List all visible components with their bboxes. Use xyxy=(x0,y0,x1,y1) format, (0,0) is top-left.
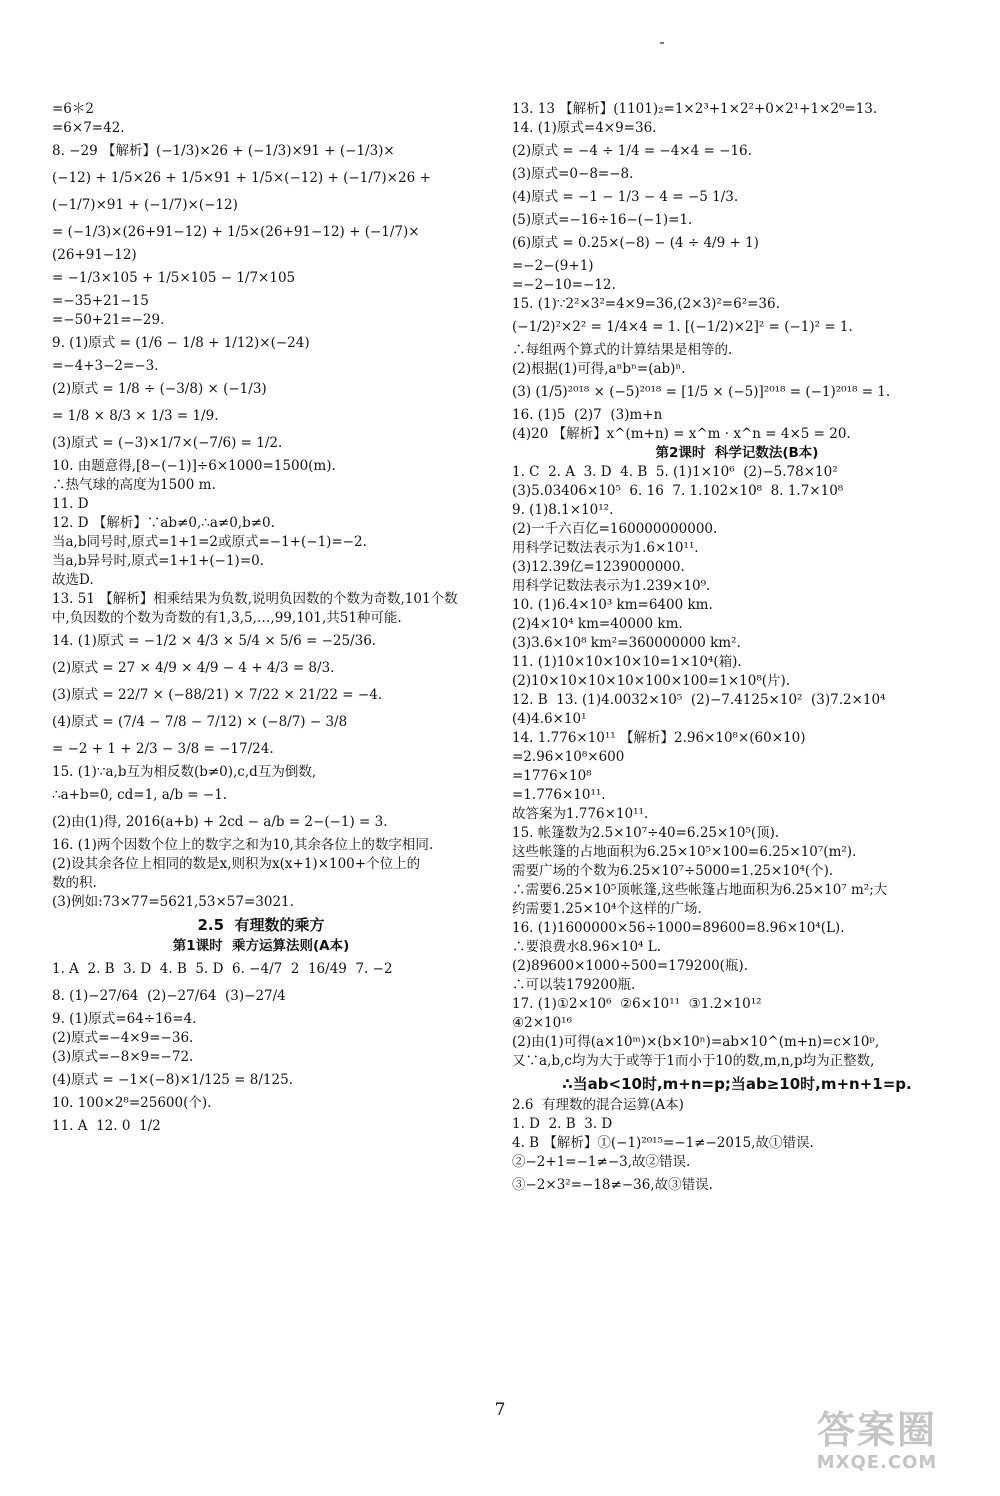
page-number: 7 xyxy=(494,1400,506,1420)
answer-line: 10. 由题意得,[8−(−1)]÷6×1000=1500(m). xyxy=(52,458,336,474)
answer-line: ∴a+b=0, cd=1, a/b = −1. xyxy=(52,787,228,803)
answer-line: (2)原式=−4×9=−36. xyxy=(52,1030,194,1046)
answer-line: (3)原式 = 22/7 × (−88/21) × 7/22 × 21/22 = −4. xyxy=(52,687,383,703)
answer-line: =−4+3−2=−3. xyxy=(52,358,159,374)
answer-line: =−2−10=−12. xyxy=(512,277,616,293)
answer-line: 9. (1)8.1×10¹². xyxy=(512,502,614,518)
answer-line: (2)一千六百亿=160000000000. xyxy=(512,521,718,537)
answer-line: (3)5.03406×10⁵ 6. 16 7. 1.102×10⁸ 8. 1.7×10⁸ xyxy=(512,483,844,499)
answer-line: = −1/3×105 + 1/5×105 − 1/7×105 xyxy=(52,270,296,286)
answer-line: = −2 + 1 + 2/3 − 3/8 = −17/24. xyxy=(52,741,274,757)
answer-line: 10. 100×2⁸=25600(个). xyxy=(52,1095,212,1111)
answer-line: (3)例如:73×77=5621,53×57=3021. xyxy=(52,894,294,910)
answer-line: 约需要1.25×10⁴个这样的广场. xyxy=(512,901,702,917)
answer-line: 8. (1)−27/64 (2)−27/64 (3)−27/4 xyxy=(52,988,286,1004)
answer-line: 12. B 13. (1)4.0032×10⁵ (2)−7.4125×10² (3)7.2×10⁴ xyxy=(512,692,886,708)
answer-line: 1. D 2. B 3. D xyxy=(512,1116,613,1132)
watermark-logo xyxy=(772,1408,982,1488)
answer-line: =−2−(9+1) xyxy=(512,258,594,274)
answer-line: (3) (1/5)²⁰¹⁸ × (−5)²⁰¹⁸ = [1/5 × (−5)]²⁰¹⁸ = (−1)²⁰¹⁸ = 1. xyxy=(512,384,891,400)
answer-line: 14. (1)原式 = −1/2 × 4/3 × 5/4 × 5/6 = −25/36. xyxy=(52,633,377,649)
answer-line: 11. (1)10×10×10×10=1×10⁴(箱). xyxy=(512,654,742,670)
answer-line: ∴热气球的高度为1500 m. xyxy=(52,477,216,493)
answer-line: ∴要浪费水8.96×10⁴ L. xyxy=(512,939,662,955)
answer-line: =−50+21=−29. xyxy=(52,312,165,328)
watermark-site: MXQE.COM xyxy=(816,1452,938,1473)
answer-line: 4. B 【解析】①(−1)²⁰¹⁵=−1≠−2015,故①错误. xyxy=(512,1135,814,1151)
answer-line: 14. 1.776×10¹¹ 【解析】2.96×10⁸×(60×10) xyxy=(512,730,806,746)
answer-line: 又∵a,b,c均为大于或等于1而小于10的数,m,n,p均为正整数, xyxy=(512,1053,875,1069)
answer-line: (4)4.6×10¹ xyxy=(512,711,587,727)
answer-line: = 1/8 × 8/3 × 1/3 = 1/9. xyxy=(52,408,219,424)
answer-line: (4)原式 = (7/4 − 7/8 − 7/12) × (−8/7) − 3/8 xyxy=(52,714,348,730)
answer-line: (4)原式 = −1×(−8)×1/125 = 8/125. xyxy=(52,1072,293,1088)
answer-line: 9. (1)原式 = (1/6 − 1/8 + 1/12)×(−24) xyxy=(52,335,310,351)
answer-line: 17. (1)①2×10⁶ ②6×10¹¹ ③1.2×10¹² xyxy=(512,996,762,1012)
answer-line: 15. (1)∵2²×3²=4×9=36,(2×3)²=6²=36. xyxy=(512,296,780,312)
answer-line: 15. (1)∵a,b互为相反数(b≠0),c,d互为倒数, xyxy=(52,764,317,780)
answer-line: =−35+21−15 xyxy=(52,293,149,309)
answer-line: 10. (1)6.4×10³ km=6400 km. xyxy=(512,597,713,613)
answer-line: 1. C 2. A 3. D 4. B 5. (1)1×10⁶ (2)−5.78×10² xyxy=(512,464,838,480)
answer-line: 用科学记数法表示为1.239×10⁹. xyxy=(512,578,711,594)
answer-line: =1.776×10¹¹. xyxy=(512,787,606,803)
answer-line: ④2×10¹⁶ xyxy=(512,1015,573,1031)
answer-line: 1. A 2. B 3. D 4. B 5. D 6. −4/7 2 16/49 7. −2 xyxy=(52,961,393,977)
answer-line: (2)原式 = 27 × 4/9 × 4/9 − 4 + 4/3 = 8/3. xyxy=(52,660,335,676)
answer-line: (5)原式=−16÷16−(−1)=1. xyxy=(512,212,693,228)
answer-line: 15. 帐篷数为2.5×10⁷÷40=6.25×10⁵(顶). xyxy=(512,825,780,841)
answer-line: (4)20 【解析】x^(m+n) = x^m · x^n = 4×5 = 20. xyxy=(512,426,851,442)
right-column xyxy=(512,100,962,1199)
scan-speck xyxy=(660,42,664,44)
answer-line: ∴可以装179200瓶. xyxy=(512,977,636,993)
answer-line: 中,负因数的个数为奇数的有1,3,5,…,99,101,共51种可能. xyxy=(52,610,402,626)
answer-line: ②−2+1=−1≠−3,故②错误. xyxy=(512,1154,691,1170)
answer-line: (26+91−12) xyxy=(52,247,137,263)
answer-line: ∴每组两个算式的计算结果是相等的. xyxy=(512,342,733,358)
answer-line: =1776×10⁸ xyxy=(512,768,592,784)
answer-line: = (−1/3)×(26+91−12) + 1/5×(26+91−12) + (−1/7)× xyxy=(52,224,420,240)
answer-line: 2.6 有理数的混合运算(A本) xyxy=(512,1097,684,1113)
answer-line: =6＊2 xyxy=(52,101,94,117)
answer-line: =2.96×10⁸×600 xyxy=(512,749,625,765)
answer-line: (3)12.39亿=1239000000. xyxy=(512,559,685,575)
answer-line: 11. A 12. 0 1/2 xyxy=(52,1118,161,1134)
answer-line: 16. (1)5 (2)7 (3)m+n xyxy=(512,407,663,423)
answer-line: ∴需要6.25×10⁵顶帐篷,这些帐篷占地面积为6.25×10⁷ m²;大 xyxy=(512,882,888,898)
answer-line: ③−2×3²=−18≠−36,故③错误. xyxy=(512,1177,713,1193)
lesson-heading: 第1课时 乘方运算法则(A本) xyxy=(172,938,350,954)
answer-line: (2)根据(1)可得,aⁿbⁿ=(ab)ⁿ. xyxy=(512,361,686,377)
answer-line: (2)原式 = −4 ÷ 1/4 = −4×4 = −16. xyxy=(512,143,752,159)
answer-line: 16. (1)两个因数个位上的数字之和为10,其余各位上的数字相同. xyxy=(52,837,434,853)
answer-line: 13. 13 【解析】(1101)₂=1×2³+1×2²+0×2¹+1×2⁰=13. xyxy=(512,101,878,117)
answer-line: (4)原式 = −1 − 1/3 − 4 = −5 1/3. xyxy=(512,189,739,205)
answer-line: 12. D 【解析】∵ab≠0,∴a≠0,b≠0. xyxy=(52,515,275,531)
answer-line: 13. 51 【解析】相乘结果为负数,说明负因数的个数为奇数,101个数 xyxy=(52,591,458,607)
answer-line: 用科学记数法表示为1.6×10¹¹. xyxy=(512,540,699,556)
answer-line: (2)10×10×10×10×100×100=1×10⁸(片). xyxy=(512,673,791,689)
answer-line: (2)由(1)得, 2016(a+b) + 2cd − a/b = 2−(−1) = 3. xyxy=(52,814,388,830)
answer-line: (−1/7)×91 + (−1/7)×(−12) xyxy=(52,197,238,213)
answer-line: (2)由(1)可得(a×10ᵐ)×(b×10ⁿ)=ab×10^(m+n)=c×10ᵖ, xyxy=(512,1034,880,1050)
watermark-title: 答案圈 xyxy=(816,1408,937,1452)
section-heading: ∴当ab<10时,m+n=p;当ab≥10时,m+n+1=p. xyxy=(562,1075,912,1093)
lesson-heading: 第2课时 科学记数法(B本) xyxy=(655,445,819,461)
answer-line: (3)原式 = (−3)×1/7×(−7/6) = 1/2. xyxy=(52,435,283,451)
answer-line: 当a,b异号时,原式=1+1+(−1)=0. xyxy=(52,553,265,569)
section-heading: 2.5 有理数的乘方 xyxy=(197,916,325,934)
answer-line: (2)设其余各位上相同的数是x,则积为x(x+1)×100+个位上的 xyxy=(52,856,421,872)
answer-line: 9. (1)原式=64÷16=4. xyxy=(52,1011,197,1027)
answer-line: 数的积. xyxy=(52,875,97,891)
answer-line: 14. (1)原式=4×9=36. xyxy=(512,120,657,136)
answer-line: 需要广场的个数为6.25×10⁷÷5000=1.25×10⁴(个). xyxy=(512,863,834,879)
answer-line: (−1/2)²×2² = 1/4×4 = 1. [(−1/2)×2]² = (−1)² = 1. xyxy=(512,319,853,335)
answer-line: (2)89600×1000÷500=179200(瓶). xyxy=(512,958,748,974)
answer-line: 当a,b同号时,原式=1+1=2或原式=−1+(−1)=−2. xyxy=(52,534,367,550)
answer-line: (2)原式 = 1/8 ÷ (−3/8) × (−1/3) xyxy=(52,381,267,397)
answer-line: 11. D xyxy=(52,496,89,512)
answer-line: 故选D. xyxy=(52,572,94,588)
answer-line: (2)4×10⁴ km=40000 km. xyxy=(512,616,683,632)
answer-line: 这些帐篷的占地面积为6.25×10⁵×100=6.25×10⁷(m²). xyxy=(512,844,857,860)
answer-line: =6×7=42. xyxy=(52,120,125,136)
answer-line: 8. −29 【解析】(−1/3)×26 + (−1/3)×91 + (−1/3)× xyxy=(52,143,395,159)
answer-line: 16. (1)1600000×56÷1000=89600=8.96×10⁴(L). xyxy=(512,920,845,936)
answer-line: (3)原式=−8×9=−72. xyxy=(52,1049,194,1065)
answer-line: (−12) + 1/5×26 + 1/5×91 + 1/5×(−12) + (−1/7)×26 + xyxy=(52,170,431,186)
answer-line: (6)原式 = 0.25×(−8) − (4 ÷ 4/9 + 1) xyxy=(512,235,759,251)
answer-line: 故答案为1.776×10¹¹. xyxy=(512,806,649,822)
left-column xyxy=(52,100,470,1140)
answer-line: (3)3.6×10⁸ km²=360000000 km². xyxy=(512,635,741,651)
answer-line: (3)原式=0−8=−8. xyxy=(512,166,634,182)
